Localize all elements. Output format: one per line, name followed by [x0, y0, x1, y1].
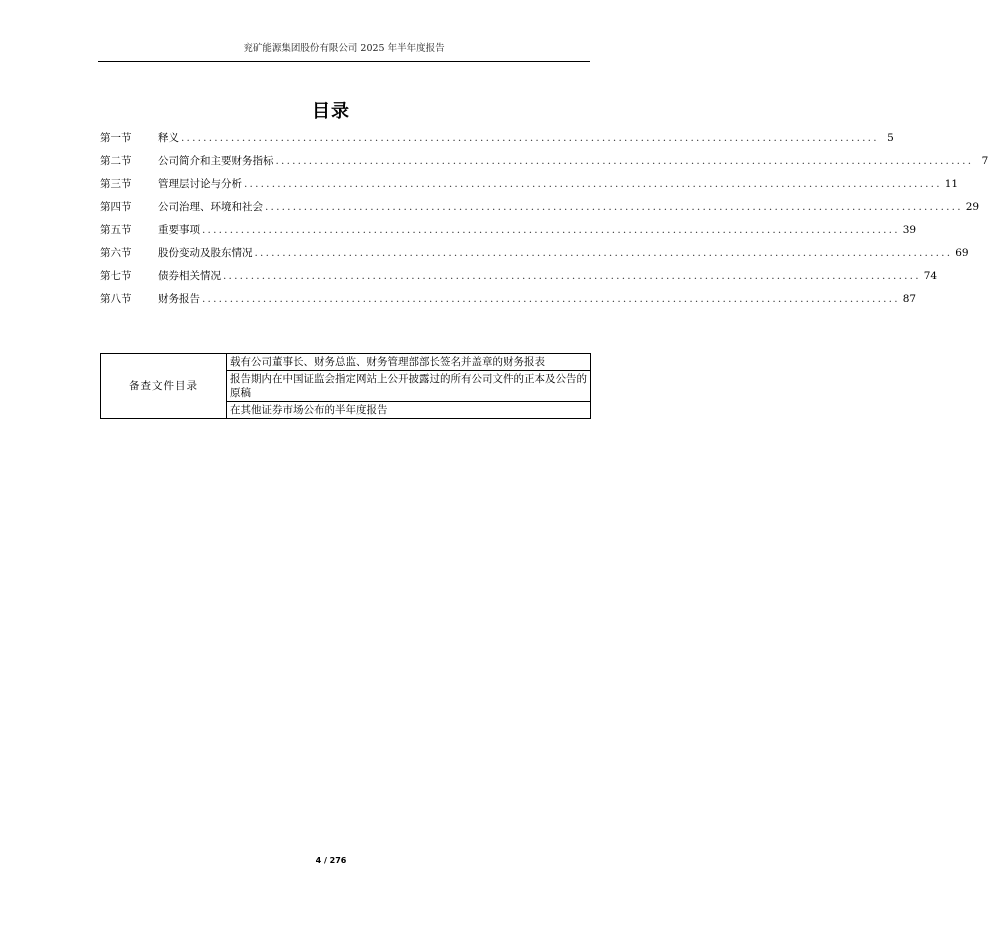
toc-page-number: 39: [902, 224, 917, 236]
toc-leader-dots: ..............................................................................................................................: [223, 270, 921, 282]
toc-page-number: 87: [902, 293, 917, 305]
reference-document-item: 载有公司董事长、财务总监、财务管理部部长签名并盖章的财务报表: [227, 354, 591, 371]
toc-entry[interactable]: [100, 131, 894, 154]
toc-leader-dots: ..............................................................................................................................: [254, 247, 953, 259]
toc-leader-dots: ..............................................................................................................................: [202, 293, 900, 305]
reference-document-item: 报告期内在中国证监会指定网站上公开披露过的所有公司文件的正本及公告的原稿: [227, 371, 591, 402]
toc-entry[interactable]: [100, 269, 938, 292]
toc-entry[interactable]: [100, 200, 980, 223]
toc-entry[interactable]: [100, 177, 959, 200]
toc-section-number: 第一节: [100, 132, 132, 144]
toc-title: 目录: [312, 101, 350, 122]
toc-section-number: 第二节: [100, 155, 132, 167]
toc-section-title: 债券相关情况: [158, 270, 221, 282]
toc-page-number: 11: [944, 178, 959, 190]
toc-page-number: 29: [965, 201, 980, 213]
toc-leader-dots: ..............................................................................................................................: [202, 224, 900, 236]
page-number: 4 / 276: [315, 856, 347, 865]
toc-section-title: 管理层讨论与分析: [158, 178, 242, 190]
toc-leader-dots: ..............................................................................................................................: [181, 132, 879, 144]
toc-entry[interactable]: [100, 246, 969, 269]
toc-section-title: 重要事项: [158, 224, 200, 236]
table-of-contents: [100, 131, 988, 315]
toc-section-title: 财务报告: [158, 293, 200, 305]
toc-page-number: 74: [923, 270, 938, 282]
toc-leader-dots: ..............................................................................................................................: [244, 178, 942, 190]
reference-document-item: 在其他证券市场公布的半年度报告: [227, 402, 591, 419]
toc-entry[interactable]: [100, 292, 917, 315]
toc-entry[interactable]: [100, 154, 988, 177]
toc-section-number: 第五节: [100, 224, 132, 236]
toc-section-number: 第六节: [100, 247, 132, 259]
toc-section-title: 释义: [158, 132, 179, 144]
toc-section-number: 第八节: [100, 293, 132, 305]
toc-section-number: 第七节: [100, 270, 132, 282]
toc-leader-dots: ..............................................................................................................................: [275, 155, 974, 167]
toc-section-title: 股份变动及股东情况: [158, 247, 253, 259]
toc-section-number: 第四节: [100, 201, 132, 213]
reference-documents-label: 备查文件目录: [101, 354, 227, 419]
toc-entry[interactable]: [100, 223, 917, 246]
page-header: 兖矿能源集团股份有限公司 2025 年半年度报告: [98, 42, 590, 62]
table-row: [101, 354, 591, 371]
toc-leader-dots: ..............................................................................................................................: [265, 201, 963, 213]
toc-section-title: 公司治理、环境和社会: [158, 201, 263, 213]
toc-section-title: 公司简介和主要财务指标: [158, 155, 274, 167]
toc-page-number: 7: [981, 155, 988, 167]
toc-page-number: 69: [955, 247, 969, 259]
toc-page-number: 5: [887, 132, 894, 144]
reference-documents-table: [100, 353, 591, 419]
toc-section-number: 第三节: [100, 178, 132, 190]
